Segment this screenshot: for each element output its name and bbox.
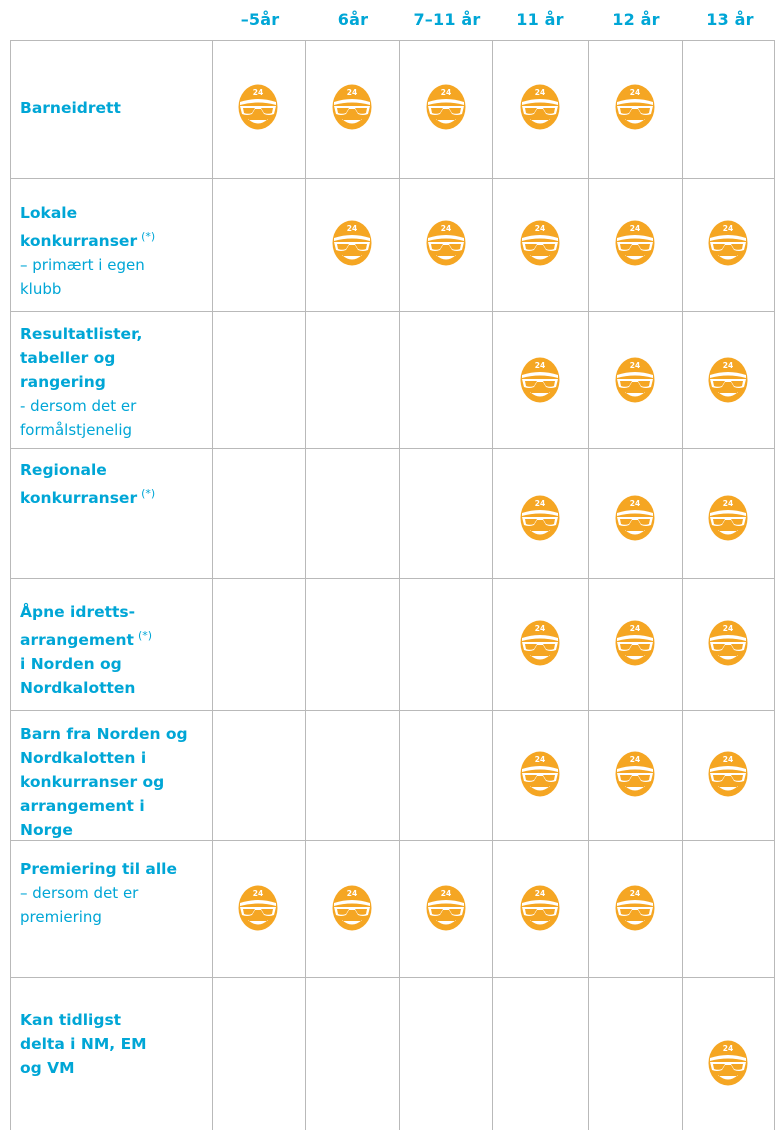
- svg-text:24: 24: [440, 224, 452, 233]
- svg-text:24: 24: [629, 755, 641, 764]
- face-24-sunglasses-icon: [518, 81, 562, 131]
- row-divider: [10, 710, 775, 711]
- face-24-sunglasses-icon: [424, 882, 468, 932]
- face-24-sunglasses-icon: [518, 617, 562, 667]
- face-24-sunglasses-icon: [613, 882, 657, 932]
- row-title: Resultatlister, tabeller og rangering: [20, 325, 143, 391]
- row-title: Kan tidligst delta i NM, EM og VM: [20, 1011, 147, 1077]
- column-divider: [212, 40, 213, 1130]
- asterisk-note: (*): [141, 230, 156, 243]
- column-header: 13 år: [706, 10, 754, 29]
- face-24-sunglasses-icon: [706, 492, 750, 542]
- svg-text:24: 24: [534, 88, 546, 97]
- face-24-sunglasses-icon: [706, 217, 750, 267]
- svg-text:24: 24: [440, 88, 452, 97]
- face-24-sunglasses-icon: [236, 882, 280, 932]
- svg-text:24: 24: [534, 361, 546, 370]
- row-label-resultatlister: [20, 322, 188, 442]
- row-label-regionale-konkurranser: [20, 458, 160, 510]
- column-divider: [588, 40, 589, 1130]
- row-title: Premiering til alle: [20, 860, 178, 878]
- row-divider: [10, 178, 775, 179]
- svg-text:24: 24: [629, 624, 641, 633]
- svg-text:24: 24: [722, 1044, 734, 1053]
- row-title-text: Regionale konkurranser: [20, 461, 138, 507]
- svg-text:24: 24: [629, 88, 641, 97]
- row-divider: [10, 578, 775, 579]
- face-24-sunglasses-icon: [330, 882, 374, 932]
- age-activity-table: [0, 40, 775, 1130]
- row-divider: [10, 977, 775, 978]
- asterisk-note: (*): [141, 487, 156, 500]
- face-24-sunglasses-icon: [706, 617, 750, 667]
- row-divider: [10, 311, 775, 312]
- row-divider: [10, 40, 775, 41]
- row-title: [20, 458, 160, 510]
- svg-text:24: 24: [346, 224, 358, 233]
- face-24-sunglasses-icon: [613, 492, 657, 542]
- svg-text:24: 24: [346, 88, 358, 97]
- svg-text:24: 24: [722, 361, 734, 370]
- svg-text:24: 24: [346, 889, 358, 898]
- svg-text:24: 24: [722, 499, 734, 508]
- face-24-sunglasses-icon: [706, 354, 750, 404]
- face-24-sunglasses-icon: [518, 748, 562, 798]
- face-24-sunglasses-icon: [613, 81, 657, 131]
- row-title: [20, 600, 170, 652]
- svg-text:24: 24: [534, 224, 546, 233]
- svg-text:24: 24: [534, 889, 546, 898]
- face-24-sunglasses-icon: [613, 217, 657, 267]
- face-24-sunglasses-icon: [518, 492, 562, 542]
- svg-text:24: 24: [629, 361, 641, 370]
- svg-text:24: 24: [629, 889, 641, 898]
- column-divider: [682, 40, 683, 1130]
- row-label-barn-fra-norden: [20, 722, 196, 842]
- row-description: - dersom det er formålstjenelig: [20, 397, 137, 439]
- svg-text:24: 24: [629, 499, 641, 508]
- column-divider: [492, 40, 493, 1130]
- column-divider: [10, 40, 11, 1130]
- face-24-sunglasses-icon: [613, 748, 657, 798]
- row-title: [20, 201, 190, 253]
- svg-text:24: 24: [722, 224, 734, 233]
- face-24-sunglasses-icon: [424, 217, 468, 267]
- face-24-sunglasses-icon: [424, 81, 468, 131]
- svg-text:24: 24: [534, 624, 546, 633]
- face-24-sunglasses-icon: [518, 882, 562, 932]
- column-divider: [305, 40, 306, 1130]
- svg-text:24: 24: [440, 889, 452, 898]
- face-24-sunglasses-icon: [613, 617, 657, 667]
- row-title-continued: i Norden og Nordkalotten: [20, 655, 136, 697]
- row-label-apne-idrettsarrangement: [20, 600, 170, 700]
- column-header: 6år: [337, 10, 369, 29]
- face-24-sunglasses-icon: [706, 1037, 750, 1087]
- row-title-text: Åpne idretts-arrangement: [20, 603, 136, 649]
- face-24-sunglasses-icon: [518, 354, 562, 404]
- row-label-barneidrett: [20, 96, 202, 120]
- face-24-sunglasses-icon: [613, 354, 657, 404]
- svg-text:24: 24: [629, 224, 641, 233]
- svg-text:24: 24: [534, 499, 546, 508]
- row-divider: [10, 448, 775, 449]
- row-description: – dersom det er premiering: [20, 884, 139, 926]
- svg-text:24: 24: [722, 755, 734, 764]
- svg-text:24: 24: [252, 88, 264, 97]
- row-label-premiering: [20, 857, 202, 929]
- svg-text:24: 24: [252, 889, 264, 898]
- column-header: 7–11 år: [413, 10, 481, 29]
- svg-text:24: 24: [534, 755, 546, 764]
- row-title: Barneidrett: [20, 99, 121, 117]
- face-24-sunglasses-icon: [236, 81, 280, 131]
- svg-text:24: 24: [722, 624, 734, 633]
- column-header: 12 år: [612, 10, 660, 29]
- face-24-sunglasses-icon: [330, 81, 374, 131]
- row-title: Barn fra Norden og Nordkalotten i konkurranser og arrangement i Norge: [20, 725, 188, 839]
- row-description: – primært i egen klubb: [20, 256, 145, 298]
- asterisk-note: (*): [137, 629, 153, 642]
- face-24-sunglasses-icon: [706, 748, 750, 798]
- face-24-sunglasses-icon: [518, 217, 562, 267]
- column-header: –5år: [240, 10, 280, 29]
- row-label-kan-tidligst-delta: [20, 1008, 170, 1080]
- age-column-headers: [0, 10, 775, 34]
- row-label-lokale-konkurranser: [20, 201, 190, 301]
- face-24-sunglasses-icon: [330, 217, 374, 267]
- column-header: 11 år: [516, 10, 564, 29]
- column-divider: [399, 40, 400, 1130]
- row-title-text: Lokale konkurranser: [20, 204, 138, 250]
